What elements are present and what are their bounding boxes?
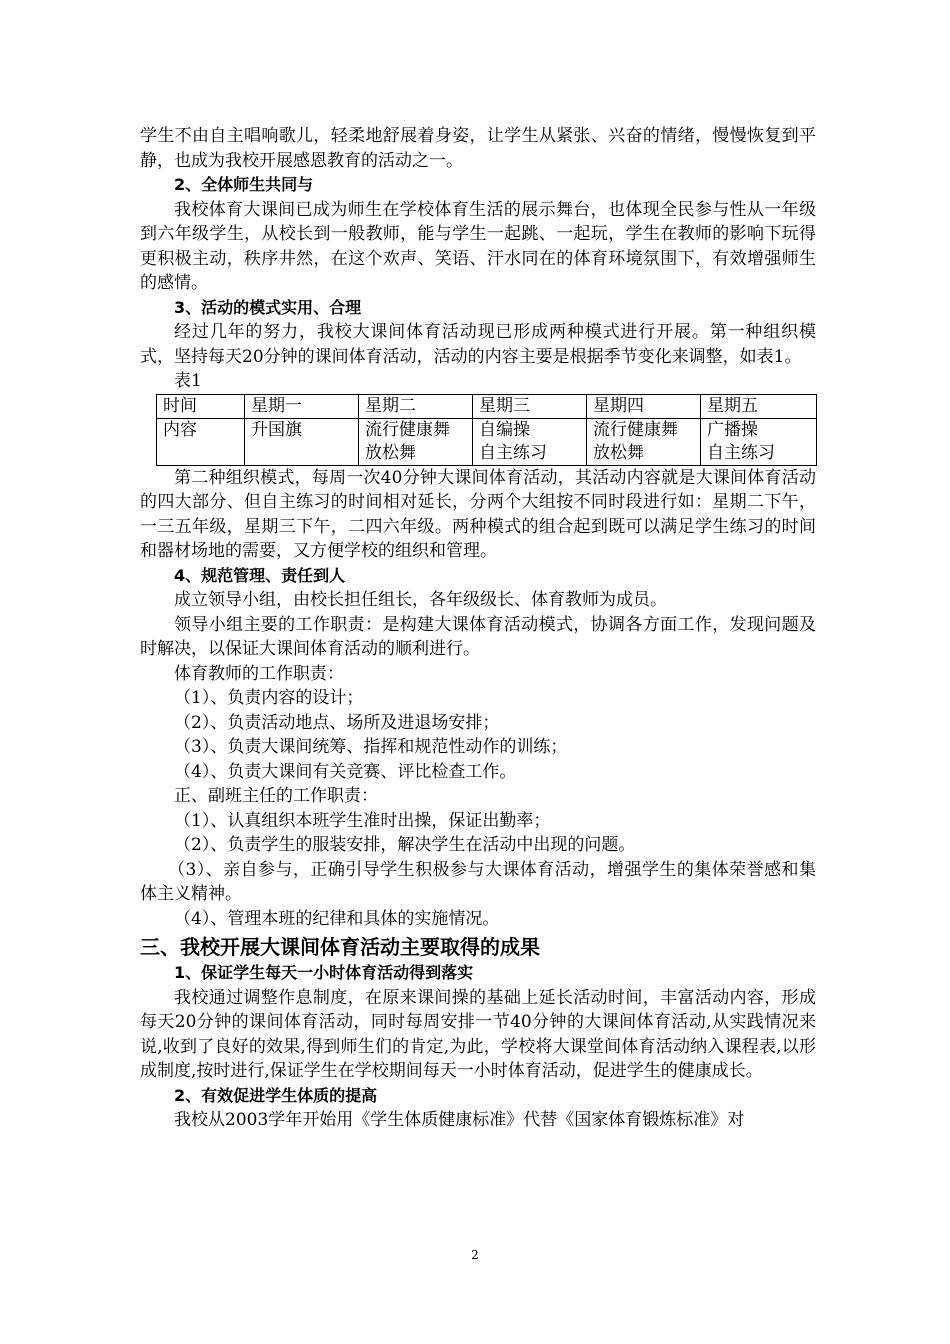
cell-line: 自编操: [479, 419, 530, 440]
paragraph-4b: 领导小组主要的工作职责：是构建大课体育活动模式，协调各方面工作，发现问题及时解决，以保证大课间体育活动的顺利进行。: [140, 614, 816, 659]
paragraph-2: 我校体育大课间已成为师生在学校体育生活的展示舞台，也体现全民参与性从一年级到六年级学生，从校长到一般教师，能与学生一起跳、一起玩，学生在教师的影响下玩得更积极主动，秩序井然，在这个欢声、笑语、汗水同在的体育环境氛围下，有效增强师生的感情。: [140, 199, 816, 293]
list-item: （2）、负责活动地点、场所及进退场安排；: [174, 712, 500, 733]
paragraph-4a: 成立领导小组，由校长担任组长，各年级级长、体育教师为成员。: [174, 590, 667, 610]
table-header-row: [157, 394, 817, 418]
table-header-cell: 星期四: [587, 394, 701, 418]
s3-subheading-2: 2、有效促进学生体质的提高: [174, 1085, 378, 1105]
table-caption: 表1: [174, 371, 202, 391]
cell-line: 流行健康舞: [365, 419, 450, 440]
table-cell: [245, 418, 359, 465]
subheading-2: 2、全体师生共同与: [174, 175, 314, 194]
list-item: （3）、负责大课间统筹、指挥和规范性动作的训练；: [174, 737, 568, 757]
s3-paragraph-2: 我校从2003学年开始用《学生体质健康标准》代替《国家体育锻炼标准》对: [174, 1110, 745, 1130]
paragraph-4c: 体育教师的工作职责：: [174, 663, 344, 684]
paragraph-4d: 正、副班主任的工作职责：: [174, 786, 378, 806]
document-body: [140, 124, 816, 1133]
list-item: （2）、负责学生的服装安排，解决学生在活动中出现的问题。: [174, 835, 636, 855]
table-cell: [587, 418, 701, 465]
list-item: （1）、负责内容的设计；: [174, 688, 364, 708]
section-3-heading: 三、我校开展大课间体育活动主要取得的成果: [140, 935, 540, 959]
cell-line: 放松舞: [593, 442, 644, 463]
table-header-cell: 星期一: [245, 394, 359, 418]
subheading-4: 4、规范管理、责任到人: [174, 565, 346, 585]
schedule-table: [156, 394, 817, 466]
paragraph-continuation: 学生不由自主唱响歌儿，轻柔地舒展着身姿，让学生从紧张、兴奋的情绪，慢慢恢复到平静，也成为我校开展感恩教育的活动之一。: [140, 126, 816, 171]
cell-line: 广播操: [707, 419, 758, 440]
cell-line: 放松舞: [365, 442, 416, 463]
list-item: （4）、负责大课间有关竞赛、评比检查工作。: [174, 761, 517, 782]
list-item: （3）、亲自参与，正确引导学生积极参与大课体育活动，增强学生的集体荣誉感和集体主义精神。: [140, 859, 816, 904]
table-row-label: 内容: [157, 418, 245, 465]
page-number: 2: [471, 1248, 479, 1262]
table-header-cell: 星期二: [359, 394, 473, 418]
table-cell: [701, 418, 817, 465]
table-header-cell: 时间: [157, 394, 245, 418]
table-header-cell: 星期三: [473, 394, 587, 418]
s3-subheading-1: 1、保证学生每天一小时体育活动得到落实: [174, 963, 474, 982]
cell-line: 自主练习: [707, 442, 775, 463]
table-header-cell: 星期五: [701, 394, 817, 418]
cell-line: 流行健康舞: [593, 419, 678, 440]
table-cell: [473, 418, 587, 465]
list-item: （4）、管理本班的纪律和具体的实施情况。: [174, 908, 500, 929]
s3-paragraph-1: 我校通过调整作息制度，在原来课间操的基础上延长活动时间，丰富活动内容，形成每天20分钟的课间体育活动，同时每周安排一节40分钟的大课间体育活动,从实践情况来说,收到了良好的效果,得到师生们的肯定,为此，学校将大课堂间体育活动纳入课程表,以形成制度,按时进行,保证学生在学校期间每天一小时体育活动，促进学生的健康成长。: [140, 987, 816, 1081]
subheading-3: 3、活动的模式实用、合理: [174, 297, 362, 317]
table-cell: [359, 418, 473, 465]
paragraph-3: 经过几年的努力，我校大课间体育活动现已形成两种模式进行开展。第一种组织模式，坚持每天20分钟的课间体育活动，活动的内容主要是根据季节变化来调整，如表1。: [140, 322, 816, 367]
paragraph-3b: 第二种组织模式，每周一次40分钟大课间体育活动，其活动内容就是大课间体育活动的四大部分、但自主练习的时间相对延长，分两个大组按不同时段进行如：星期二下午，一三五年级，星期三下午，二四六年级。两种模式的组合起到既可以满足学生练习的时间和器材场地的需要，又方便学校的组织和管理。: [140, 467, 816, 561]
cell-line: 升国旗: [251, 419, 302, 440]
cell-line: 自主练习: [479, 442, 547, 463]
table-row: [157, 418, 817, 465]
list-item: （1）、认真组织本班学生准时出操，保证出勤率；: [174, 810, 551, 831]
